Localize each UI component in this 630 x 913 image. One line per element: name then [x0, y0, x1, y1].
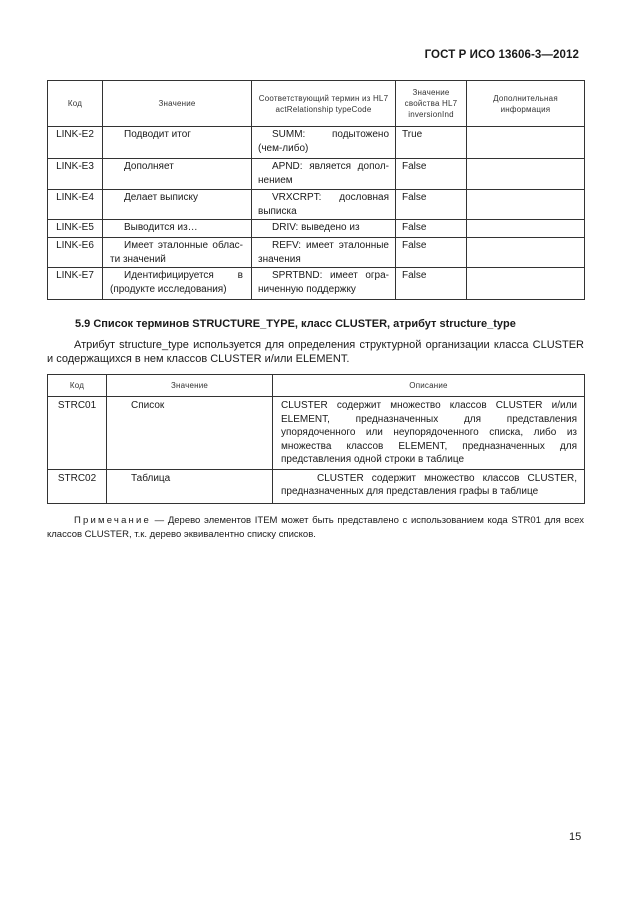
- cell-code: LINK-E4: [48, 190, 103, 220]
- cell-code: LINK-E5: [48, 220, 103, 238]
- table-row: [48, 127, 585, 159]
- cell-code: LINK-E3: [48, 159, 103, 190]
- column-header-inversion: Значение свойства HL7 inversionInd: [396, 81, 467, 127]
- column-header-hl7-term: Соответствующий термин из HL7 actRelationship typeCode: [252, 81, 396, 127]
- cell-term-line: REFV: имеет эталонные: [272, 240, 389, 251]
- note-label: Примечание: [74, 515, 151, 526]
- cell-inversion: False: [396, 238, 467, 268]
- link-terms-table: [47, 80, 585, 300]
- cell-term: [252, 238, 396, 268]
- cell-term-line: DRIV: выведено из: [272, 222, 360, 233]
- cell-term-line: VRXCRPT: дословная: [272, 192, 389, 203]
- cell-term: [252, 220, 396, 238]
- table-header-row: [48, 375, 585, 397]
- table-row: [48, 220, 585, 238]
- cell-extra: [467, 159, 585, 190]
- page-number: 15: [569, 831, 582, 843]
- cell-inversion: False: [396, 268, 467, 300]
- table-row: [48, 469, 585, 503]
- column-header-value: Значение: [107, 375, 273, 397]
- note-text: — Дерево элементов ITEM может быть представлено с использованием кода STR01 для всех классов CLUSTER, т.к. дерево эквивалентно списку списков.: [47, 515, 584, 540]
- column-header-description: Описание: [273, 375, 585, 397]
- cell-extra: [467, 220, 585, 238]
- column-header-value: Значение: [103, 81, 252, 127]
- cell-code: LINK-E2: [48, 127, 103, 159]
- table-row: [48, 190, 585, 220]
- cell-term: [252, 268, 396, 300]
- document-header: ГОСТ Р ИСО 13606-3—2012: [424, 49, 579, 61]
- cell-inversion: False: [396, 220, 467, 238]
- cell-code: STRC01: [48, 397, 107, 470]
- table-row: [48, 159, 585, 190]
- cell-extra: [467, 238, 585, 268]
- cell-extra: [467, 190, 585, 220]
- cell-term-line: нением: [258, 175, 293, 186]
- cell-term: [252, 159, 396, 190]
- cell-value-line: Идентифицируется в: [124, 270, 243, 281]
- table-header-row: [48, 81, 585, 127]
- cell-extra: [467, 268, 585, 300]
- table-row: [48, 238, 585, 268]
- cell-value: Делает выписку: [103, 190, 252, 220]
- cell-value: Список: [107, 397, 273, 470]
- cell-term-line: значения: [258, 254, 301, 265]
- cell-code: LINK-E6: [48, 238, 103, 268]
- table-row: [48, 397, 585, 470]
- cell-value: [103, 238, 252, 268]
- cell-term-line: APND: является допол-: [272, 161, 389, 172]
- cell-code: LINK-E7: [48, 268, 103, 300]
- cell-value: Таблица: [107, 469, 273, 503]
- cell-value: [103, 268, 252, 300]
- cell-description: [273, 469, 585, 503]
- cell-inversion: False: [396, 190, 467, 220]
- section-paragraph: [47, 338, 584, 366]
- section-paragraph-text: Атрибут structure_type используется для определения структурной организации класса CLUSTER и содержащихся в нем классов CLUSTER и/или ELEMENT.: [47, 339, 584, 365]
- cell-inversion: True: [396, 127, 467, 159]
- cell-value-line: (продукте исследования): [110, 284, 227, 295]
- cell-code: STRC02: [48, 469, 107, 503]
- cell-value: Подводит итог: [103, 127, 252, 159]
- cell-description: CLUSTER содержит множество классов CLUSTER и/или ELEMENT, предназначенных для представления упорядоченного или неупорядоченного списка, либо из множества классов ELEMENT, предназначенных для представления одной строки в таблице: [273, 397, 585, 470]
- cell-term-line: (чем-либо): [258, 143, 309, 154]
- cell-value-line: Имеет эталонные облас-: [124, 240, 243, 251]
- cell-inversion: False: [396, 159, 467, 190]
- note: [47, 514, 584, 542]
- section-heading: 5.9 Список терминов STRUCTURE_TYPE, класс CLUSTER, атрибут structure_type: [75, 318, 516, 330]
- column-header-code: Код: [48, 375, 107, 397]
- cell-extra: [467, 127, 585, 159]
- cell-value-line: ти значений: [110, 254, 166, 265]
- structure-type-table: [47, 374, 585, 504]
- column-header-code: Код: [48, 81, 103, 127]
- column-header-extra: Дополнительная информация: [467, 81, 585, 127]
- cell-value: Выводится из…: [103, 220, 252, 238]
- cell-term: [252, 190, 396, 220]
- cell-value: Дополняет: [103, 159, 252, 190]
- cell-term-line: выписка: [258, 206, 297, 217]
- table-row: [48, 268, 585, 300]
- cell-term-line: SPRTBND: имеет огра-: [272, 270, 389, 281]
- cell-term-line: ниченную поддержку: [258, 284, 356, 295]
- cell-description-text: CLUSTER содержит множество классов CLUSTER, предназначенных для представления графы в таблице: [281, 472, 577, 497]
- cell-term: [252, 127, 396, 159]
- cell-term-line: SUMM: подытожено: [272, 129, 389, 140]
